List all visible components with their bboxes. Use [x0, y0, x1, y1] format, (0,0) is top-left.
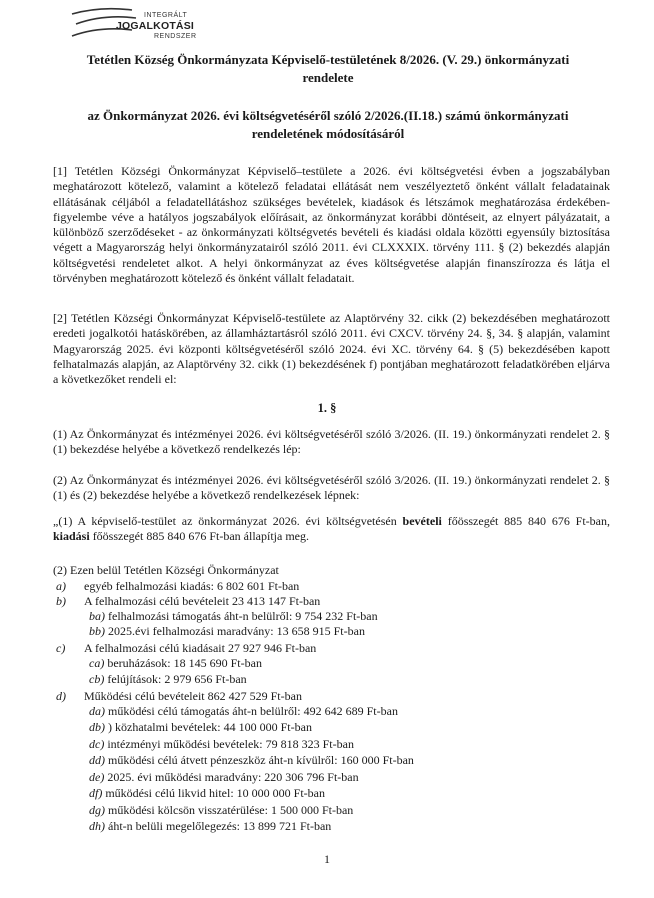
paragraph-1: (1) Az Önkormányzat és intézményei 2026. évi költségvetéséről szóló 3/2026. (II. 19.) önkormányzati rendelet 2. § (1) bekezdése helyébe a következő rendelkezés lép:	[53, 427, 610, 457]
title-line1: Tetétlen Község Önkormányzata Képviselő-testületének 8/2026. (V. 29.) önkormányzati	[86, 52, 570, 67]
subitem-marker: dd)	[89, 753, 105, 767]
list-subitem	[89, 737, 354, 752]
subtitle-line2: rendeletének módosításáról	[251, 126, 405, 141]
subitem-text: működési célú átvett pénzeszköz áht-n kívülről: 160 000 Ft-ban	[105, 753, 414, 767]
document-subtitle	[40, 107, 616, 143]
paragraph-2: (2) Az Önkormányzat és intézményei 2026. évi költségvetéséről szóló 3/2026. (II. 19.) önkormányzati rendelet 2. § (1) és (2) bekezdése helyébe a következő rendelkezések lépnek:	[53, 473, 610, 503]
subitem-marker: ba)	[89, 609, 105, 623]
subitem-text: felújítások: 2 979 656 Ft-ban	[104, 672, 247, 686]
page-number: 1	[324, 852, 330, 866]
amendment-text-a: „(1) A képviselő-testület az önkormányzat 2026. évi költségvetésén	[53, 514, 403, 528]
logo-text-line1: INTEGRÁLT	[144, 12, 188, 19]
title-line2: rendelete	[302, 70, 354, 85]
logo-text-line2: JOGALKOTÁSI	[116, 20, 195, 32]
subitem-marker: cb)	[89, 672, 105, 686]
list-subitem	[89, 624, 365, 639]
subitem-text: 2025. évi működési maradvány: 220 306 796 Ft-ban	[104, 770, 359, 784]
subitem-marker: db)	[89, 720, 105, 734]
document-title	[40, 51, 616, 87]
list-subitem	[89, 753, 414, 768]
list-subitem	[89, 656, 262, 671]
logo	[70, 4, 250, 44]
list-text: egyéb felhalmozási kiadás: 6 802 601 Ft-ban	[84, 579, 300, 593]
amendment-bold-expense: kiadási	[53, 529, 90, 544]
subitem-marker: df)	[89, 786, 103, 800]
list-subitem	[89, 704, 398, 719]
subitem-marker: de)	[89, 770, 105, 784]
subitem-marker: dg)	[89, 803, 105, 817]
list-text: A felhalmozási célú bevételeit 23 413 147 Ft-ban	[84, 594, 321, 608]
list-marker: a)	[56, 579, 66, 593]
list-marker: c)	[56, 641, 66, 655]
list-subitem	[89, 819, 331, 834]
amendment-text-e: főösszegét 885 840 676 Ft-ban állapítja meg.	[89, 529, 309, 544]
list-subitem	[89, 803, 353, 818]
preamble-paragraph-2: [2] Tetétlen Községi Önkormányzat Képviselő-testülete az Alaptörvény 32. cikk (2) bekezdésében meghatározott eredeti jogalkotói hatáskörében, az államháztartásról szóló 2011. évi CXCV. törvény 24. §, 34. § alapján, valamint Magyarország 2025. évi központi költségvetéséről szóló 2024. évi XC. törvény 64. § (5) bekezdésében kapott felhatalmazás alapján, az Alaptörvény 32. cikk (1) bekezdésének f) pontjában meghatározott feladatkörében eljárva a következőket rendeli el:	[53, 311, 610, 387]
subitem-text: áht-n belüli megelőlegezés: 13 899 721 Ft-ban	[105, 819, 332, 833]
paragraph-list-intro: (2) Ezen belül Tetétlen Községi Önkormányzat	[53, 563, 279, 577]
subitem-marker: ca)	[89, 656, 105, 670]
amendment-bold-revenue: bevételi	[402, 514, 442, 528]
amendment-text-c: főösszegét 885 840 676 Ft-ban,	[441, 514, 611, 528]
list-subitem	[89, 786, 325, 801]
list-marker: d)	[56, 689, 66, 703]
subitem-marker: dc)	[89, 737, 105, 751]
subtitle-line1: az Önkormányzat 2026. évi költségvetéséről szóló 2/2026.(II.18.) számú önkormányzati	[87, 108, 569, 123]
subitem-text: felhalmozási támogatás áht-n belülről: 9 754 232 Ft-ban	[105, 609, 378, 623]
list-text: Működési célú bevételeit 862 427 529 Ft-ban	[84, 689, 302, 703]
subitem-marker: da)	[89, 704, 105, 718]
subitem-text: működési kölcsön visszatérülése: 1 500 000 Ft-ban	[105, 803, 354, 817]
list-marker: b)	[56, 594, 66, 608]
list-subitem	[89, 720, 312, 735]
subitem-text: működési célú támogatás áht-n belülről: 492 642 689 Ft-ban	[105, 704, 398, 718]
preamble-paragraph-1: [1] Tetétlen Községi Önkormányzat Képviselő–testülete a 2026. évi költségvetési évben a jogszabályban meghatározott kötelező, valamint a kötelező feladatai ellátását nem veszélyeztető önként vállalt feladatainak ellátásának céljából a feladatellátáshoz szükséges bevételek, kiadások és létszámok meghatározása érdekében- figyelembe véve a hatályos jogszabályok előírásait, az önkormányzat korábbi döntéseit, az elnyert pályázatait, a különböző szerződéseket - az önkormányzati költségvetés bevételi és kiadási oldala közötti egyensúly biztosítása végett a Magyarország helyi önkormányzatairól szóló 2011. évi CLXXXIX. törvény 111. § (2) bekezdés alapján költségvetési rendeletet alkot. A helyi önkormányzat az éves költségvetése alapján finanszírozza és látja el törvényben meghatározott kötelező és önként vállalt feladatait.	[53, 164, 610, 286]
subitem-marker: dh)	[89, 819, 105, 833]
list-subitem	[89, 672, 247, 687]
subitem-text: működési célú likvid hitel: 10 000 000 Ft-ban	[102, 786, 325, 800]
list-subitem	[89, 609, 378, 624]
paragraph-amendment	[53, 514, 610, 545]
subitem-text: ) közhatalmi bevételek: 44 100 000 Ft-ban	[105, 720, 312, 734]
list-subitem	[89, 770, 359, 785]
list-text: A felhalmozási célú kiadásait 27 927 946 Ft-ban	[84, 641, 317, 655]
subitem-text: beruházások: 18 145 690 Ft-ban	[104, 656, 262, 670]
subitem-marker: bb)	[89, 624, 105, 638]
subitem-text: intézményi működési bevételek: 79 818 323 Ft-ban	[104, 737, 354, 751]
logo-text-line3: RENDSZER	[154, 33, 197, 40]
section-heading: 1. §	[317, 401, 337, 415]
subitem-text: 2025.évi felhalmozási maradvány: 13 658 915 Ft-ban	[105, 624, 365, 638]
